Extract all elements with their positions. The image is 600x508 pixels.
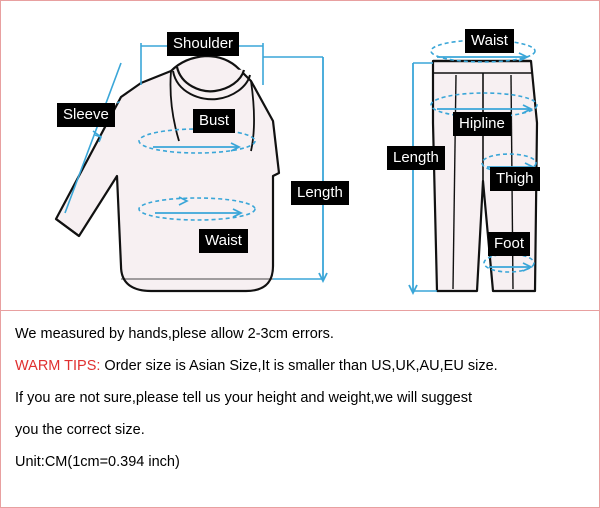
label-waist-top: Waist: [199, 229, 248, 253]
garment-measurement-illustration: [1, 1, 599, 311]
label-thigh: Thigh: [490, 167, 540, 191]
label-shoulder: Shoulder: [167, 32, 239, 56]
note-warm-tips: [15, 357, 585, 375]
note-size-help-2: you the correct size.: [15, 422, 145, 438]
warm-tips-label: WARM TIPS:: [15, 358, 101, 374]
label-sleeve: Sleeve: [57, 103, 115, 127]
label-hipline: Hipline: [453, 112, 511, 136]
label-length-bottom: Length: [387, 146, 445, 170]
label-length-top: Length: [291, 181, 349, 205]
note-measure-accuracy: We measured by hands,plese allow 2-3cm errors.: [15, 326, 334, 342]
note-unit: Unit:CM(1cm=0.394 inch): [15, 454, 180, 470]
label-bust: Bust: [193, 109, 235, 133]
label-waist-bottom: Waist: [465, 29, 514, 53]
note-size-help-1: If you are not sure,please tell us your height and weight,we will suggest: [15, 390, 473, 406]
jacket-outline: [56, 56, 279, 291]
notes-section: [1, 311, 599, 507]
label-foot: Foot: [488, 232, 530, 256]
warm-tips-text: Order size is Asian Size,It is smaller than US,UK,AU,EU size.: [100, 358, 498, 374]
